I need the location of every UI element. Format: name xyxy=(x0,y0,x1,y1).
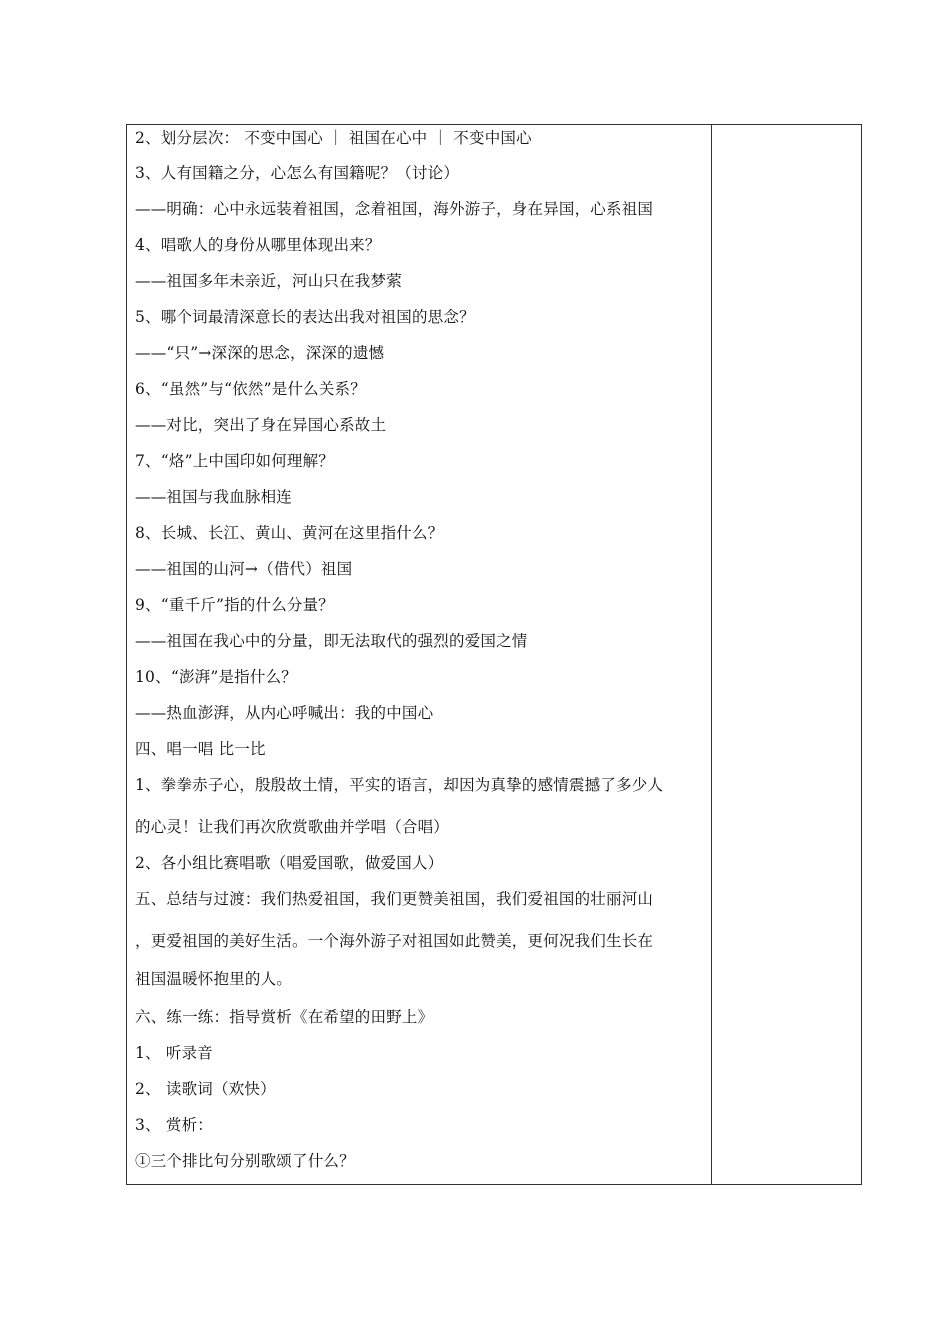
text-line-10: 7、“烙”上中国印如何理解？ xyxy=(135,452,335,470)
notes-cell xyxy=(712,125,861,1184)
text-line-29: ①三个排比句分别歌颂了什么？ xyxy=(135,1152,355,1170)
text-line-24: 祖国温暖怀抱里的人。 xyxy=(135,970,293,988)
text-line-3: ——明确：心中永远装着祖国，念着祖国，海外游子，身在异国，心系祖国 xyxy=(135,200,654,218)
text-line-11: ——祖国与我血脉相连 xyxy=(135,488,293,506)
text-line-7: ——“只”→深深的思念，深深的遗憾 xyxy=(135,344,385,362)
text-line-9: ——对比，突出了身在异国心系故土 xyxy=(135,416,387,434)
text-line-16: 10、“澎湃”是指什么？ xyxy=(135,668,297,686)
text-line-28: 3、 赏析： xyxy=(135,1116,213,1134)
text-line-14: 9、“重千斤”指的什么分量？ xyxy=(135,596,335,614)
content-table xyxy=(126,124,862,1185)
text-line-26: 1、 听录音 xyxy=(135,1044,213,1062)
text-line-6: 5、哪个词最清深意长的表达出我对祖国的思念？ xyxy=(135,308,475,326)
text-line-12: 8、长城、长江、黄山、黄河在这里指什么？ xyxy=(135,524,444,542)
text-line-18: 四、唱一唱 比一比 xyxy=(135,740,266,758)
text-line-4: 4、唱歌人的身份从哪里体现出来？ xyxy=(135,236,381,254)
text-line-27: 2、 读歌词（欢快） xyxy=(135,1080,276,1098)
text-line-23: ，更爱祖国的美好生活。一个海外游子对祖国如此赞美，更何况我们生长在 xyxy=(135,932,654,950)
text-line-1: 2、划分层次： 不变中国心 ｜ 祖国在心中 ｜ 不变中国心 xyxy=(135,129,532,147)
text-line-5: ——祖国多年未亲近，河山只在我梦萦 xyxy=(135,272,402,290)
text-line-15: ——祖国在我心中的分量，即无法取代的强烈的爱国之情 xyxy=(135,632,528,650)
text-line-19: 1、拳拳赤子心，殷殷故土情，平实的语言，却因为真挚的感情震撼了多少人 xyxy=(135,776,664,794)
text-line-21: 2、各小组比赛唱歌（唱爱国歌，做爱国人） xyxy=(135,854,444,872)
text-line-8: 6、“虽然”与“依然”是什么关系？ xyxy=(135,380,366,398)
text-line-20: 的心灵！让我们再次欣赏歌曲并学唱（合唱） xyxy=(135,818,450,836)
text-line-17: ——热血澎湃，从内心呼喊出：我的中国心 xyxy=(135,704,434,722)
text-line-2: 3、人有国籍之分，心怎么有国籍呢？（讨论） xyxy=(135,164,460,182)
text-line-13: ——祖国的山河→（借代）祖国 xyxy=(135,560,353,578)
text-line-22: 五、总结与过渡：我们热爱祖国，我们更赞美祖国，我们爱祖国的壮丽河山 xyxy=(135,890,654,908)
text-line-25: 六、练一练：指导赏析《在希望的田野上》 xyxy=(135,1008,434,1026)
